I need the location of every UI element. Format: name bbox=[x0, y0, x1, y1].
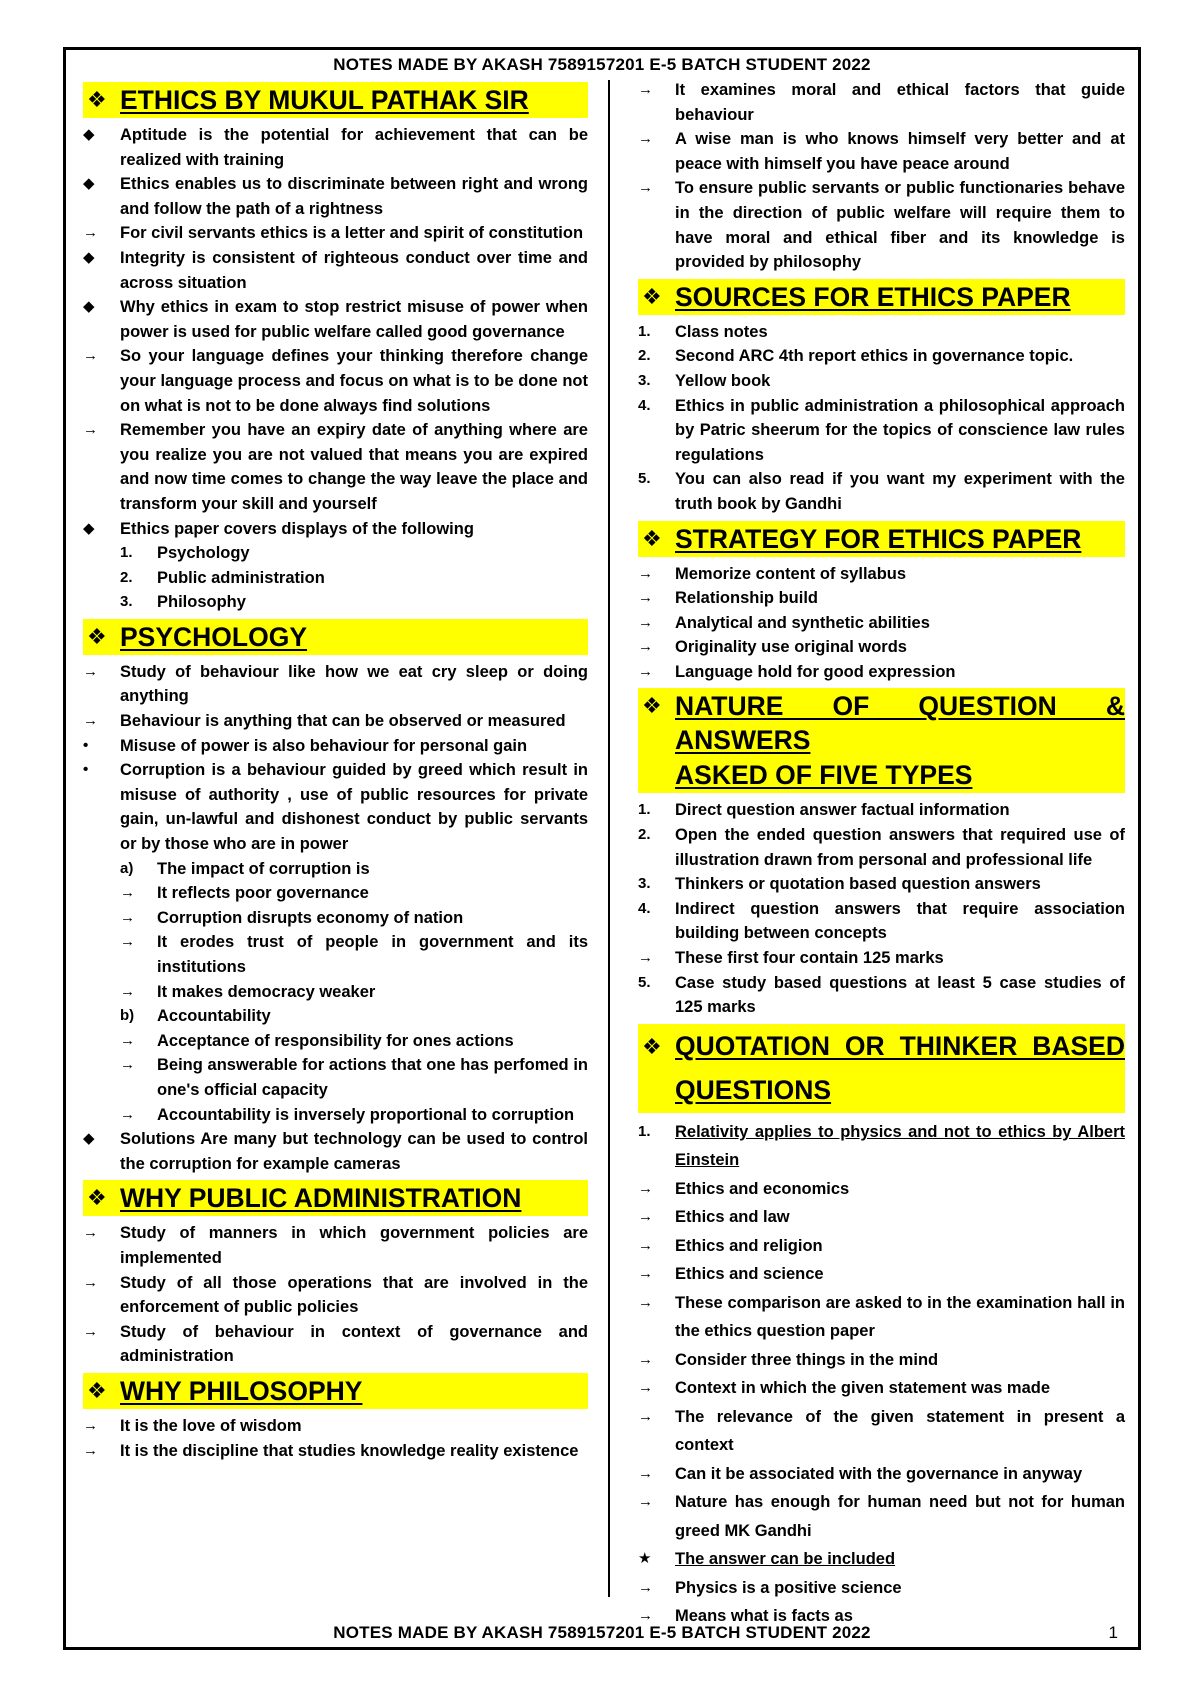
page-header: NOTES MADE BY AKASH 7589157201 E-5 BATCH STUDENT 2022 bbox=[333, 55, 871, 74]
list-item: → Study of all those operations that are involved in the enforcement of public policies bbox=[83, 1271, 588, 1320]
list-item: → Means what is facts as bbox=[638, 1602, 1125, 1631]
diamond-bullet-icon: ◆ bbox=[83, 298, 95, 316]
list-item: → It erodes trust of people in government and its institutions bbox=[83, 930, 588, 979]
list-item: → The relevance of the given statement in present a context bbox=[638, 1403, 1125, 1460]
section-diamond-icon: ❖ bbox=[642, 283, 662, 309]
numbered-item: 2. Second ARC 4th report ethics in governance topic. bbox=[638, 347, 1074, 366]
list-item: → Remember you have an expiry date of anything where are you realize you are not valued that means you are expired and now time comes to change the way leave the place and transform your skill and yourself bbox=[83, 418, 588, 516]
page-footer: NOTES MADE BY AKASH 7589157201 E-5 BATCH STUDENT 2022 bbox=[333, 1623, 871, 1642]
numbered-item: 5. Case study based questions at least 5 case studies of 125 marks bbox=[638, 973, 1125, 1017]
section-heading-quotation: ❖ QUOTATION OR THINKER BASED bbox=[638, 1024, 1125, 1069]
diamond-bullet-icon: ◆ bbox=[83, 1130, 95, 1148]
arrow-bullet-icon: → bbox=[638, 662, 653, 680]
arrow-bullet-icon: → bbox=[83, 1224, 98, 1242]
list-item: → Language hold for good expression bbox=[638, 660, 1125, 685]
page-frame bbox=[63, 47, 1141, 1650]
section-heading-nature: ❖ NATURE OF QUESTION & ANSWERS bbox=[638, 688, 1125, 758]
arrow-bullet-icon: → bbox=[638, 613, 653, 631]
list-item: ◆ Why ethics in exam to stop restrict misuse of power when power is used for public welfare called good governance bbox=[83, 295, 588, 344]
list-item: → It examines moral and ethical factors that guide behaviour bbox=[638, 78, 1125, 127]
right-column bbox=[638, 78, 1125, 1631]
arrow-bullet-icon: → bbox=[638, 949, 653, 967]
arrow-bullet-icon: → bbox=[638, 1265, 653, 1283]
dot-bullet-icon: • bbox=[83, 736, 89, 754]
arrow-bullet-icon: → bbox=[83, 421, 98, 439]
numbered-item: 1. Class notes bbox=[638, 322, 768, 341]
section-diamond-icon: ❖ bbox=[642, 525, 662, 551]
list-item: • Misuse of power is also behaviour for personal gain bbox=[83, 734, 588, 759]
list-item: → It makes democracy weaker bbox=[83, 980, 588, 1005]
list-item: ◆ Ethics enables us to discriminate between right and wrong and follow the path of a rightness bbox=[83, 172, 588, 221]
list-item: → Ethics and science bbox=[638, 1260, 1125, 1289]
arrow-bullet-icon: → bbox=[638, 1350, 653, 1368]
list-item: → Behaviour is anything that can be observed or measured bbox=[83, 709, 588, 734]
arrow-bullet-icon: → bbox=[638, 1179, 653, 1197]
list-item: → Being answerable for actions that one has perfomed in one's official capacity bbox=[83, 1053, 588, 1102]
arrow-bullet-icon: → bbox=[638, 1379, 653, 1397]
page-number: 1 bbox=[1108, 1623, 1118, 1642]
list-item: → So your language defines your thinking therefore change your language process and focus on what is to be done not on what is not to be done always find solutions bbox=[83, 344, 588, 418]
section-heading-ethics: ❖ ETHICS BY MUKUL PATHAK SIR bbox=[83, 82, 588, 118]
sub-heading: a) The impact of corruption is bbox=[120, 859, 370, 878]
arrow-bullet-icon: → bbox=[120, 908, 135, 926]
list-item: → Ethics and law bbox=[638, 1203, 1125, 1232]
arrow-bullet-icon: → bbox=[638, 1293, 653, 1311]
list-item: → Analytical and synthetic abilities bbox=[638, 611, 1125, 636]
section-heading-philosophy: ❖ WHY PHILOSOPHY bbox=[83, 1373, 588, 1409]
numbered-item: 4. Indirect question answers that require association building between concepts bbox=[638, 899, 1125, 943]
arrow-bullet-icon: → bbox=[120, 1056, 135, 1074]
arrow-bullet-icon: → bbox=[83, 1416, 98, 1434]
section-diamond-icon: ❖ bbox=[87, 1185, 107, 1211]
arrow-bullet-icon: → bbox=[83, 1322, 98, 1340]
list-item: → These first four contain 125 marks bbox=[638, 946, 1125, 971]
section-heading-nature-line2: ASKED OF FIVE TYPES bbox=[638, 757, 1125, 793]
list-item: → It reflects poor governance bbox=[83, 881, 588, 906]
arrow-bullet-icon: → bbox=[83, 1441, 98, 1459]
column-divider bbox=[608, 80, 610, 1597]
arrow-bullet-icon: → bbox=[638, 1607, 653, 1625]
list-item: → Ethics and economics bbox=[638, 1175, 1125, 1204]
diamond-bullet-icon: ◆ bbox=[83, 248, 95, 266]
section-heading-quotation-line2: QUESTIONS bbox=[638, 1068, 1125, 1113]
list-item: → It is the discipline that studies knowledge reality existence bbox=[83, 1439, 588, 1464]
numbered-item: 2. Public administration bbox=[120, 568, 325, 587]
list-item: ◆ Solutions Are many but technology can be used to control the corruption for example cameras bbox=[83, 1127, 588, 1176]
numbered-item: 3. Philosophy bbox=[120, 593, 246, 612]
section-diamond-icon: ❖ bbox=[87, 1377, 107, 1403]
list-item: ◆ Integrity is consistent of righteous conduct over time and across situation bbox=[83, 246, 588, 295]
numbered-item: 4. Ethics in public administration a philosophical approach by Patric sheerum for the topics of conscience law rules regulations bbox=[638, 396, 1125, 464]
arrow-bullet-icon: → bbox=[120, 933, 135, 951]
list-item: → Can it be associated with the governance in anyway bbox=[638, 1460, 1125, 1489]
list-item: → Ethics and religion bbox=[638, 1232, 1125, 1261]
section-diamond-icon: ❖ bbox=[87, 623, 107, 649]
list-item: → Study of behaviour in context of governance and administration bbox=[83, 1320, 588, 1369]
list-item: → For civil servants ethics is a letter and spirit of constitution bbox=[83, 221, 588, 246]
numbered-item: 3. Yellow book bbox=[638, 371, 771, 390]
diamond-bullet-icon: ◆ bbox=[83, 519, 95, 537]
arrow-bullet-icon: → bbox=[638, 1407, 653, 1425]
section-heading-public-administration: ❖ WHY PUBLIC ADMINISTRATION bbox=[83, 1180, 588, 1216]
diamond-bullet-icon: ◆ bbox=[83, 126, 95, 143]
list-item: → Study of manners in which government policies are implemented bbox=[83, 1221, 588, 1270]
list-item: → Acceptance of responsibility for ones actions bbox=[83, 1029, 588, 1054]
list-item: → Consider three things in the mind bbox=[638, 1346, 1125, 1375]
arrow-bullet-icon: → bbox=[638, 564, 653, 582]
list-item: → Study of behaviour like how we eat cry sleep or doing anything bbox=[83, 660, 588, 709]
section-heading-sources: ❖ SOURCES FOR ETHICS PAPER bbox=[638, 279, 1125, 315]
arrow-bullet-icon: → bbox=[638, 1208, 653, 1226]
numbered-item: 3. Thinkers or quotation based question answers bbox=[638, 875, 1041, 894]
diamond-bullet-icon: ◆ bbox=[83, 175, 95, 193]
arrow-bullet-icon: → bbox=[83, 1273, 98, 1291]
arrow-bullet-icon: → bbox=[120, 1105, 135, 1123]
list-item: → Accountability is inversely proportional to corruption bbox=[83, 1103, 588, 1128]
arrow-bullet-icon: → bbox=[120, 884, 135, 902]
list-item: ◆ Aptitude is the potential for achievement that can be realized with training bbox=[83, 123, 588, 172]
arrow-bullet-icon: → bbox=[120, 982, 135, 1000]
section-heading-psychology: ❖ PSYCHOLOGY bbox=[83, 619, 588, 655]
list-item: → Physics is a positive science bbox=[638, 1574, 1125, 1603]
arrow-bullet-icon: → bbox=[638, 638, 653, 656]
list-item: → Originality use original words bbox=[638, 635, 1125, 660]
sub-heading: b) Accountability bbox=[120, 1007, 271, 1026]
list-item: → Context in which the given statement was made bbox=[638, 1374, 1125, 1403]
list-item: → Relationship build bbox=[638, 586, 1125, 611]
arrow-bullet-icon: → bbox=[83, 712, 98, 730]
dot-bullet-icon: • bbox=[83, 761, 89, 779]
list-item: → Nature has enough for human need but not for human greed MK Gandhi bbox=[638, 1488, 1125, 1545]
arrow-bullet-icon: → bbox=[638, 81, 653, 98]
numbered-item: 1. Direct question answer factual information bbox=[638, 801, 1010, 820]
arrow-bullet-icon: → bbox=[83, 662, 98, 680]
list-item: → A wise man is who knows himself very better and at peace with himself you have peace around bbox=[638, 127, 1125, 176]
numbered-item: 1. Relativity applies to physics and not to ethics by Albert Einstein bbox=[638, 1122, 1125, 1170]
list-item: → Memorize content of syllabus bbox=[638, 562, 1125, 587]
arrow-bullet-icon: → bbox=[638, 130, 653, 148]
arrow-bullet-icon: → bbox=[120, 1031, 135, 1049]
numbered-item: 1. Psychology bbox=[120, 544, 250, 563]
list-item: • Corruption is a behaviour guided by greed which result in misuse of authority , use of public resources for private gain, un-lawful and dishonest conduct by public servants or by those who are in power bbox=[83, 758, 588, 856]
numbered-item: 5. You can also read if you want my experiment with the truth book by Gandhi bbox=[638, 470, 1125, 513]
arrow-bullet-icon: → bbox=[638, 589, 653, 607]
arrow-bullet-icon: → bbox=[638, 1464, 653, 1482]
arrow-bullet-icon: → bbox=[638, 1236, 653, 1254]
left-column bbox=[83, 78, 588, 1463]
section-diamond-icon: ❖ bbox=[87, 87, 107, 112]
list-item: → It is the love of wisdom bbox=[83, 1414, 588, 1439]
arrow-bullet-icon: → bbox=[638, 1493, 653, 1511]
section-diamond-icon: ❖ bbox=[642, 693, 662, 719]
list-item: ◆ Ethics paper covers displays of the following bbox=[83, 517, 588, 542]
list-item: → To ensure public servants or public functionaries behave in the direction of public welfare will require them to have moral and ethical fiber and its knowledge is provided by philosophy bbox=[638, 176, 1125, 274]
arrow-bullet-icon: → bbox=[83, 347, 98, 365]
section-diamond-icon: ❖ bbox=[642, 1033, 662, 1059]
numbered-item: 2. Open the ended question answers that required use of illustration drawn from personal and professional life bbox=[638, 826, 1125, 869]
arrow-bullet-icon: → bbox=[83, 224, 98, 242]
list-item: → These comparison are asked to in the examination hall in the ethics question paper bbox=[638, 1289, 1125, 1346]
star-bullet-icon: ★ bbox=[638, 1550, 652, 1568]
section-heading-strategy: ❖ STRATEGY FOR ETHICS PAPER bbox=[638, 521, 1125, 557]
list-item: → Corruption disrupts economy of nation bbox=[83, 906, 588, 931]
list-item: ★ The answer can be included bbox=[638, 1545, 1125, 1574]
arrow-bullet-icon: → bbox=[638, 179, 653, 197]
arrow-bullet-icon: → bbox=[638, 1578, 653, 1596]
